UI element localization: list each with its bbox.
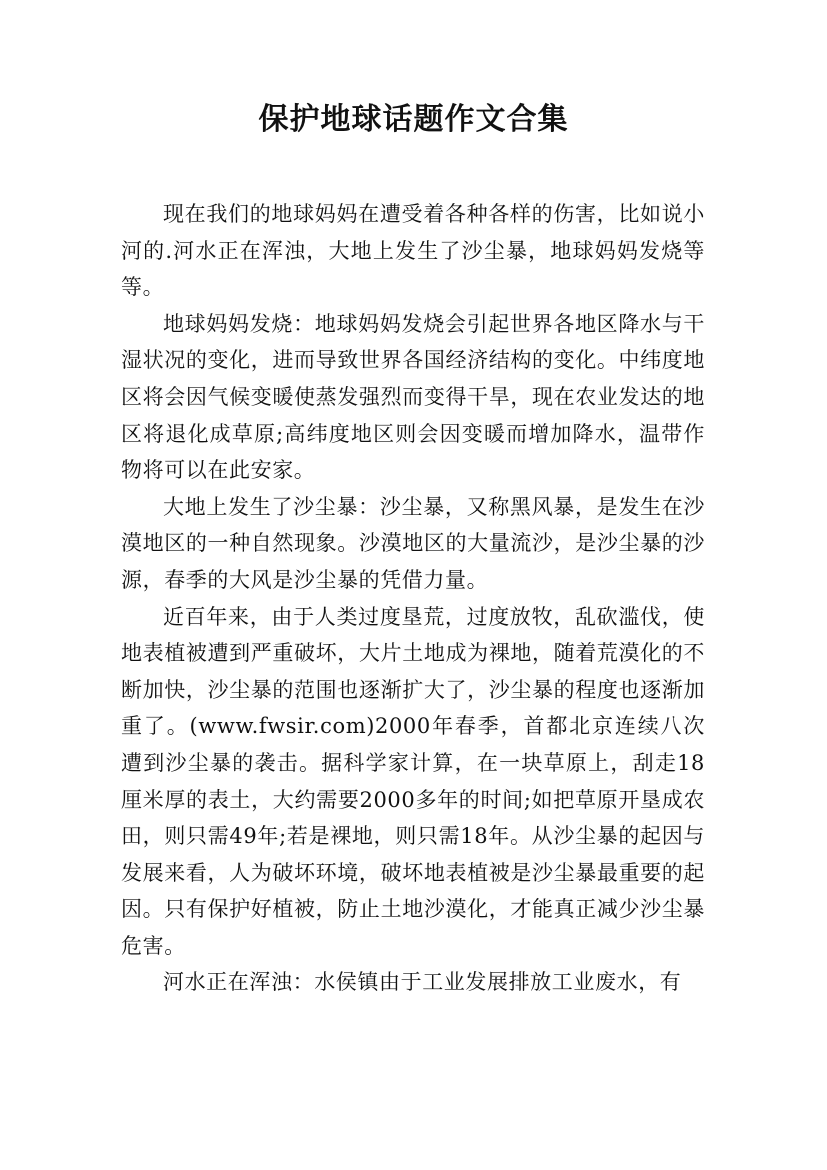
paragraph-earth-fever: 地球妈妈发烧：地球妈妈发烧会引起世界各地区降水与干湿状况的变化，进而导致世界各国经济结构的变化。中纬度地区将会因气候变暖使蒸发强烈而变得干旱，现在农业发达的地区将退化成草原;高纬度地区则会因变暖而增加降水，温带作物将可以在此安家。: [121, 311, 705, 483]
paragraph-sandstorm: 大地上发生了沙尘暴：沙尘暴，又称黑风暴，是发生在沙漠地区的一种自然现象。沙漠地区的大量流沙，是沙尘暴的沙源，春季的大风是沙尘暴的凭借力量。: [121, 494, 705, 592]
document-body: [121, 196, 705, 1001]
paragraph-sandstorm-causes: 近百年来，由于人类过度垦荒，过度放牧，乱砍滥伐，使地表植被遭到严重破坏，大片土地成为裸地，随着荒漠化的不断加快，沙尘暴的范围也逐渐扩大了，沙尘暴的程度也逐渐加重了。(www.fwsir.com)2000年春季，首都北京连续八次遭到沙尘暴的袭击。据科学家计算，在一块草原上，刮走18厘米厚的表土，大约需要2000多年的时间;如把草原开垦成农田，则只需49年;若是裸地，则只需18年。从沙尘暴的起因与发展来看，人为破坏环境，破坏地表植被是沙尘暴最重要的起因。只有保护好植被，防止土地沙漠化，才能真正减少沙尘暴危害。: [121, 604, 705, 958]
paragraph-intro: 现在我们的地球妈妈在遭受着各种各样的伤害，比如说小河的.河水正在浑浊，大地上发生了沙尘暴，地球妈妈发烧等等。: [121, 202, 705, 300]
paragraph-river-pollution: 河水正在浑浊：水侯镇由于工业发展排放工业废水，有: [163, 970, 682, 995]
document-title: 保护地球话题作文合集: [258, 102, 569, 137]
